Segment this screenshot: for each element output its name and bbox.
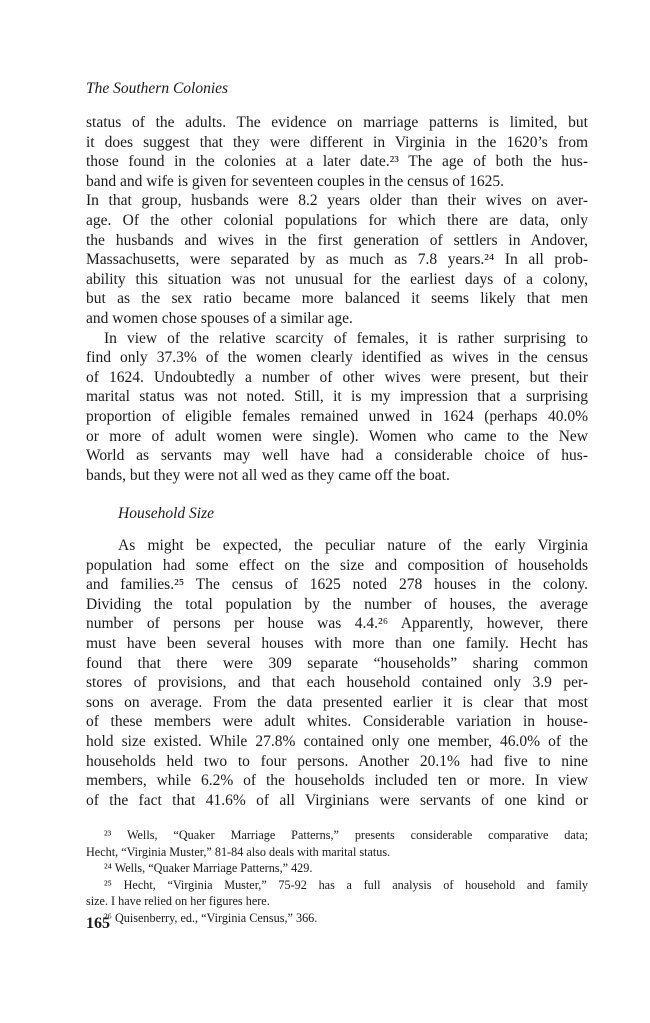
text-line: and women chose spouses of a similar age. [86,309,353,327]
footnote-continuation: size. I have relied on her figures here. [86,894,270,909]
text-line: population had some effect on the size and composition of households [86,556,588,574]
text-line: it does suggest that they were different in Virginia in the 1620’s from [86,133,588,151]
footnote: ²⁴ Wells, “Quaker Marriage Patterns,” 429. [104,861,313,876]
text-line: of 1624. Undoubtedly a number of other wives were present, but their [86,368,588,386]
text-line: find only 37.3% of the women clearly identified as wives in the census [86,349,588,367]
page-number: 165 [86,915,110,932]
text-line: number of persons per house was 4.4.²⁶ Apparently, however, there [86,615,588,633]
running-head: The Southern Colonies [86,80,229,97]
text-line: those found in the colonies at a later date.²³ The age of both the hus- [86,153,588,171]
text-line: must have been several houses with more than one family. Hecht has [86,634,588,652]
text-line: status of the adults. The evidence on marriage patterns is limited, but [86,114,588,131]
text-line: In that group, husbands were 8.2 years older than their wives on aver- [86,192,588,210]
paragraph [86,536,588,810]
text-line: band and wife is given for seventeen couples in the census of 1625. [86,172,504,190]
text-line: bands, but they were not all wed as they came off the boat. [86,466,450,484]
text-line: In view of the relative scarcity of females, it is rather surprising to [104,329,588,347]
text-line: but as the sex ratio became more balanced it seems likely that men [86,290,588,308]
text-line: sons on average. From the data presented earlier it is clear that most [86,693,588,711]
paragraph [86,329,588,486]
footnote: ²⁶ Quisenberry, ed., “Virginia Census,” 366. [104,910,318,925]
footnote-continuation: Hecht, “Virginia Muster,” 81-84 also deals with marital status. [86,844,391,859]
text-line: As might be expected, the peculiar nature of the early Virginia [118,537,588,554]
text-line: of the fact that 41.6% of all Virginians were servants of one kind or [86,791,588,809]
text-line: households held two to four persons. Another 20.1% had five to nine [86,752,588,770]
text-line: World as servants may well have had a considerable choice of hus- [86,447,588,465]
text-line: hold size existed. While 27.8% contained only one member, 46.0% of the [86,732,588,750]
text-line: the husbands and wives in the first generation of settlers in Andover, [86,231,588,249]
footnotes [86,827,588,927]
text-line: proportion of eligible females remained unwed in 1624 (perhaps 40.0% [86,407,588,425]
text-line: ability this situation was not unusual for the earliest days of a colony, [86,270,588,288]
text-line: or more of adult women were single). Women who came to the New [86,427,588,445]
text-line: Massachusetts, were separated by as much as 7.8 years.²⁴ In all prob- [86,251,588,269]
text-line: marital status was not noted. Still, it is my impression that a surprising [86,388,588,406]
text-line: of these members were adult whites. Considerable variation in house- [86,713,588,731]
footnote: ²⁵ Hecht, “Virginia Muster,” 75-92 has a full analysis of household and family [104,877,588,892]
text-line: members, while 6.2% of the households included ten or more. In view [86,772,588,790]
body-text-top [86,113,588,485]
body-text-bottom [86,536,588,810]
footnote: ²³ Wells, “Quaker Marriage Patterns,” presents considerable comparative data; [104,828,588,842]
text-line: Dividing the total population by the number of houses, the average [86,595,588,613]
paragraph [86,113,588,329]
section-heading: Household Size [118,505,215,522]
text-line: found that there were 309 separate “households” sharing common [86,654,588,672]
text-line: age. Of the other colonial populations for which there are data, only [86,211,588,229]
text-line: and families.²⁵ The census of 1625 noted 278 houses in the colony. [86,576,588,594]
text-line: stores of provisions, and that each household contained only 3.9 per- [86,674,588,692]
